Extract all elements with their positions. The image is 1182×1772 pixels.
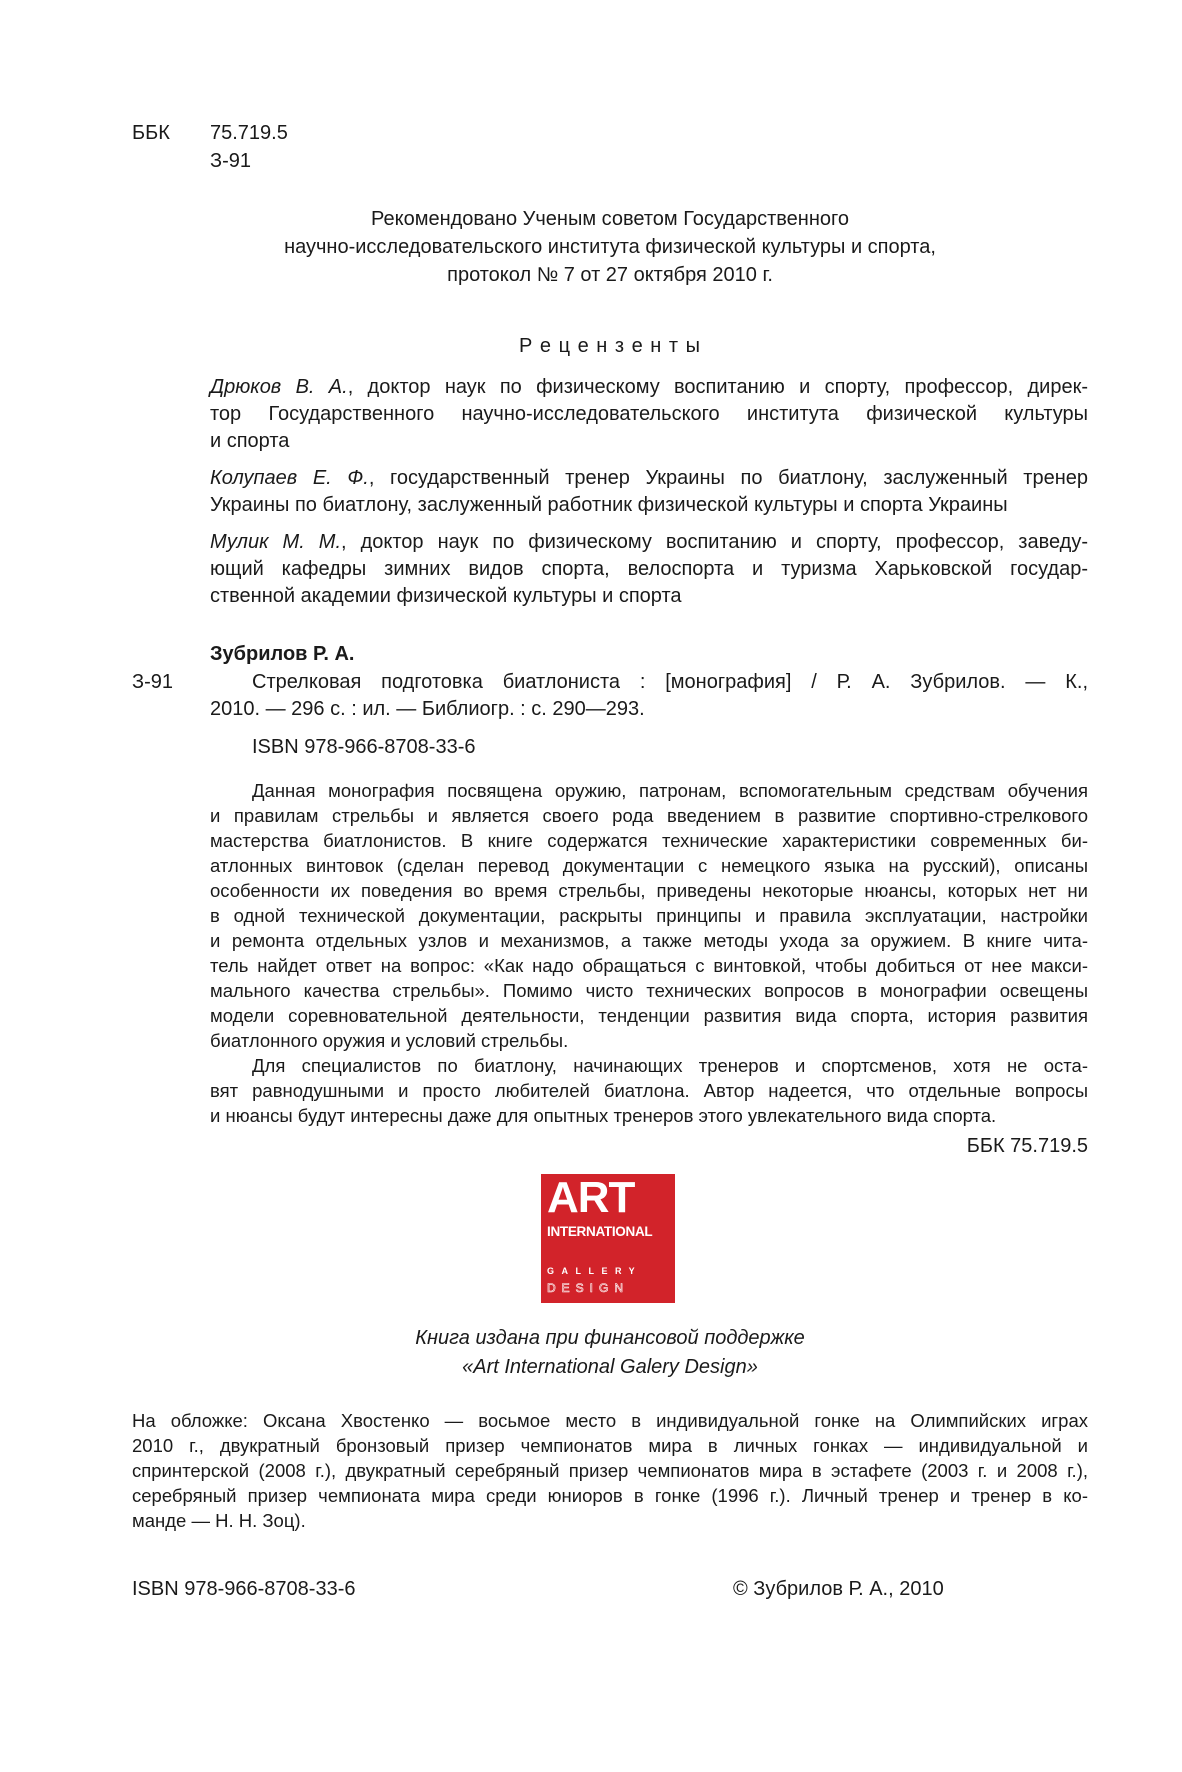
copyright: © Зубрилов Р. А., 2010	[733, 1578, 944, 1600]
bbk-footer: ББК 75.719.5	[966, 1135, 1088, 1157]
reviewer-line: Украины по биатлону, заслуженный работник физической культуры и спорта Украины	[210, 494, 1008, 516]
annotation-line: и правилам стрельбы и является своего рода введением в развитие спортивно-стрелкового	[210, 805, 1088, 826]
reviewer-text: , доктор наук по физическому воспитанию и спорту, профессор, заведу-	[341, 531, 1088, 553]
annotation-line: и ремонта отдельных узлов и механизмов, а также методы ухода за оружием. В книге чита-	[210, 930, 1088, 951]
description-line: Стрелковая подготовка биатлониста : [монография] / Р. А. Зубрилов. — К.,	[252, 671, 1088, 693]
recommendation-line: протокол № 7 от 27 октября 2010 г.	[447, 264, 773, 286]
annotation-line: и нюансы будут интересны даже для опытных тренеров этого увлекательного вида спорта.	[210, 1105, 997, 1126]
cover-note	[132, 1408, 1088, 1533]
bbk-code: 75.719.5	[210, 122, 288, 144]
bbk-label: ББК	[132, 122, 170, 144]
annotation-line: мастерства биатлонистов. В книге содержатся технические характеристики современных би-	[210, 830, 1088, 851]
reviewer-name: Дрюков В. А.	[210, 376, 348, 398]
annotation-line: модели соревновательной деятельности, тенденции развития вида спорта, история развития	[210, 1005, 1088, 1026]
annotation-line: мального качества стрельбы». Помимо чисто технических вопросов в монографии освещены	[210, 980, 1088, 1001]
annotation-line: биатлонного оружия и условий стрельбы.	[210, 1030, 569, 1051]
reviewer-name: Колупаев Е. Ф.	[210, 467, 369, 489]
cover-note-line: серебряный призер чемпионата мира среди юниоров в гонке (1996 г.). Личный тренер и тренер в ко-	[132, 1485, 1088, 1506]
art-international-logo	[541, 1174, 675, 1303]
recommendation-line: Рекомендовано Ученым советом Государственного	[371, 208, 849, 230]
description-line: 2010. — 296 с. : ил. — Библиогр. : с. 290—293.	[210, 698, 645, 720]
recommendation-line: научно-исследовательского института физической культуры и спорта,	[284, 236, 936, 258]
logo-art-text: ART	[547, 1173, 635, 1222]
isbn-footer: ISBN 978-966-8708-33-6	[132, 1578, 356, 1600]
isbn-inner: ISBN 978-966-8708-33-6	[252, 736, 476, 758]
reviewer-entry	[210, 465, 1088, 519]
cover-note-line: манде — Н. Н. Зоц).	[132, 1510, 306, 1531]
logo-international-text: INTERNATIONAL	[547, 1224, 653, 1239]
reviewer-text: , доктор наук по физическому воспитанию и спорту, профессор, дирек-	[347, 376, 1089, 398]
reviewer-text: , государственный тренер Украины по биатлону, заслуженный тренер	[368, 467, 1088, 489]
annotation-line: Для специалистов по биатлону, начинающих тренеров и спортсменов, хотя не оста-	[252, 1055, 1088, 1076]
logo-design-text: DESIGN	[547, 1281, 630, 1295]
annotation-line: тель найдет ответ на вопрос: «Как надо обращаться с винтовкой, чтобы добиться от нее макси-	[210, 955, 1088, 976]
book-mark: З-91	[132, 671, 173, 693]
annotation-line: особенности их поведения во время стрельбы, приведены некоторые нюансы, которых нет ни	[210, 880, 1088, 901]
book-author: Зубрилов Р. А.	[210, 643, 355, 665]
reviewer-line: тор Государственного научно-исследовательского института физической культуры	[210, 403, 1088, 425]
reviewer-entry	[210, 374, 1088, 455]
reviewer-name: Мулик М. М.	[210, 531, 342, 553]
cover-note-line: 2010 г., двукратный бронзовый призер чемпионатов мира в личных гонках — индивидуальной и	[132, 1435, 1088, 1456]
support-line: Книга издана при финансовой поддержке	[415, 1327, 805, 1349]
logo-gallery-text: GALLERY	[547, 1266, 643, 1276]
annotation-line: Данная монография посвящена оружию, патронам, вспомогательным средствам обучения	[252, 780, 1088, 801]
support-line: «Art International Galery Design»	[462, 1356, 758, 1378]
cover-note-line: спринтерской (2008 г.), двукратный серебряный призер чемпионатов мира в эстафете (2003 г. и 2008 г.),	[132, 1460, 1088, 1481]
reviewer-line: ственной академии физической культуры и спорта	[210, 585, 682, 607]
support-note	[132, 1324, 1088, 1382]
cover-note-line: На обложке: Оксана Хвостенко — восьмое место в индивидуальной гонке на Олимпийских играх	[132, 1410, 1088, 1431]
book-description	[210, 669, 1088, 723]
reviewer-entry	[210, 529, 1088, 610]
annotation-line: вят равнодушными и просто любителей биатлона. Автор надеется, что отдельные вопросы	[210, 1080, 1088, 1101]
annotation	[210, 778, 1088, 1128]
annotation-line: атлонных винтовок (сделан перевод документации с немецкого языка на русский), описаны	[210, 855, 1088, 876]
recommendation-block	[132, 205, 1088, 289]
reviewer-line: и спорта	[210, 430, 290, 452]
reviewers-heading: Р е ц е н з е н т ы	[519, 335, 701, 357]
reviewer-line: ющий кафедры зимних видов спорта, велоспорта и туризма Харьковской государ-	[210, 558, 1088, 580]
author-mark: З-91	[210, 150, 251, 172]
annotation-line: в одной технической документации, раскрыты принципы и правила эксплуатации, настройки	[210, 905, 1088, 926]
